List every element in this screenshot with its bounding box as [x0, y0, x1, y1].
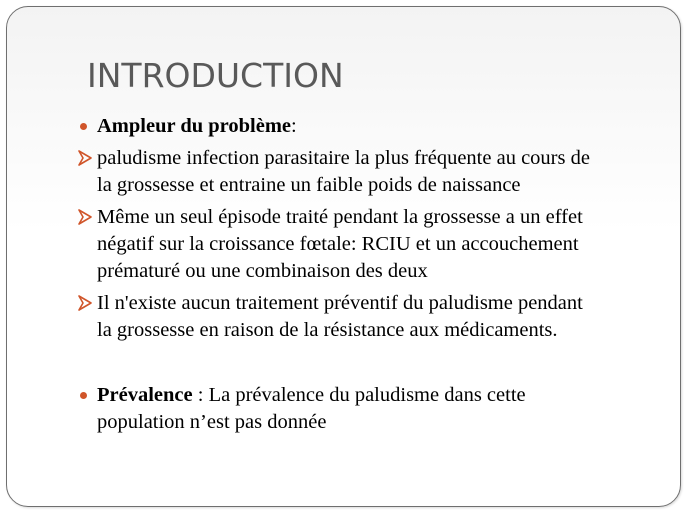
- bullet-dot-icon: [80, 123, 87, 130]
- prevalence-text: : La prévalence du paludisme dans cette: [192, 384, 526, 406]
- section-heading-ampleur: [97, 113, 297, 140]
- arrow-bullet-icon: [78, 209, 92, 225]
- list-item-line: prématuré ou une combinaison des deux: [97, 260, 428, 282]
- list-item-line: la grossesse en raison de la résistance aux médicaments.: [97, 319, 558, 341]
- section-heading-prevalence: [97, 382, 526, 409]
- list-item-line: négatif sur la croissance fœtale: RCIU et un accouchement: [97, 233, 579, 255]
- arrow-bullet-icon: [78, 150, 92, 166]
- list-item-line: paludisme infection parasitaire la plus fréquente au cours de: [97, 147, 590, 169]
- list-item-line: Même un seul épisode traité pendant la grossesse a un effet: [97, 206, 583, 228]
- heading-text: Ampleur du problème: [97, 115, 292, 137]
- bullet-dot-icon: [80, 392, 87, 399]
- slide-title: INTRODUCTION: [87, 56, 344, 95]
- heading-text: Prévalence: [97, 384, 193, 406]
- list-item-line: population n’est pas donnée: [97, 411, 327, 433]
- heading-suffix: :: [291, 115, 297, 137]
- list-item-line: la grossesse et entraine un faible poids de naissance: [97, 174, 521, 196]
- list-item-line: Il n'existe aucun traitement préventif du paludisme pendant: [97, 292, 583, 314]
- arrow-bullet-icon: [78, 295, 92, 311]
